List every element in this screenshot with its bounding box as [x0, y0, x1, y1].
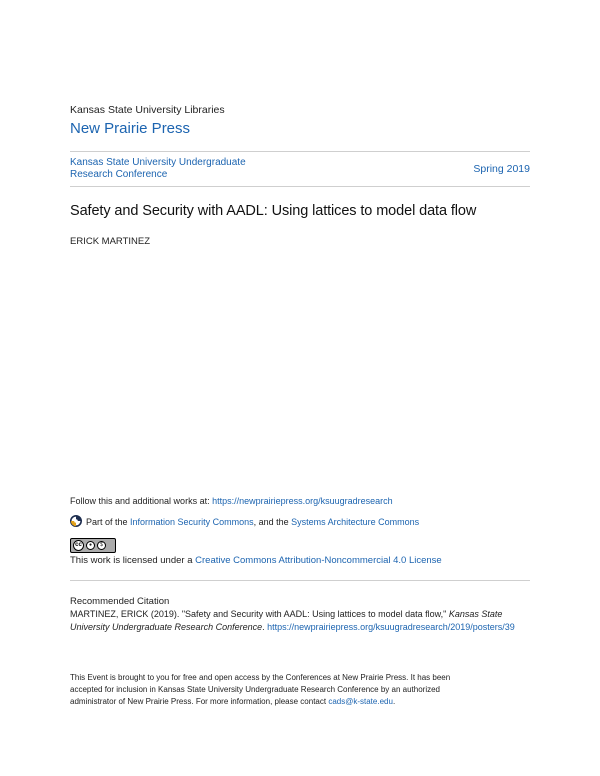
event-line-3: administrator of New Prairie Press. For more information, please contact — [70, 697, 329, 706]
divider — [70, 186, 530, 187]
library-name: Kansas State University Libraries — [70, 104, 225, 116]
paper-author: ERICK MARTINEZ — [70, 236, 151, 247]
event-note — [70, 672, 530, 708]
follow-url-link[interactable]: https://newprairiepress.org/ksuugradresearch — [212, 496, 393, 506]
citation-url-link[interactable]: https://newprairiepress.org/ksuugradresearch/2019/posters/39 — [267, 622, 515, 632]
part-of-prefix: Part of the — [86, 517, 131, 527]
part-of-line — [70, 515, 419, 529]
press-link[interactable]: New Prairie Press — [70, 120, 191, 137]
event-line-1: This Event is brought to you for free and open access by the Conferences at New Prairie Press. It has been — [70, 673, 451, 682]
contact-email-link[interactable]: cads@k-state.edu — [328, 697, 393, 706]
event-end: . — [392, 697, 396, 706]
citation-body: MARTINEZ, ERICK (2019). "Safety and Security with AADL: Using lattices to model data flow," — [70, 609, 449, 619]
citation-venue: Kansas State University Undergraduate Research Conference — [70, 609, 503, 632]
conference-line-1: Kansas State University Undergraduate — [70, 157, 246, 168]
citation-after: . — [262, 622, 268, 632]
information-security-commons-link[interactable]: Information Security Commons — [130, 517, 254, 527]
paper-title: Safety and Security with AADL: Using lattices to model data flow — [70, 203, 477, 219]
systems-architecture-commons-link[interactable]: Systems Architecture Commons — [291, 517, 420, 527]
divider — [70, 580, 530, 581]
license-prefix: This work is licensed under a — [70, 555, 196, 566]
attribution-icon: ● — [86, 541, 95, 550]
license-line — [70, 555, 442, 566]
title-page — [70, 0, 530, 776]
citation-heading: Recommended Citation — [70, 596, 170, 607]
cc-logo: cc — [73, 540, 84, 551]
noncommercial-icon: $ — [97, 541, 106, 550]
conference-link[interactable] — [70, 157, 310, 180]
follow-prefix: Follow this and additional works at: — [70, 496, 213, 506]
divider — [70, 151, 530, 152]
conference-line-2: Research Conference — [70, 168, 168, 180]
network-commons-icon — [70, 515, 82, 529]
event-line-2: accepted for inclusion in Kansas State University Undergraduate Research Conference by an authorized — [70, 685, 440, 694]
part-of-middle: , and the — [253, 517, 292, 527]
citation-text — [70, 608, 530, 634]
license-link[interactable]: Creative Commons Attribution-Noncommercial 4.0 License — [195, 555, 442, 566]
creative-commons-badge-icon[interactable] — [70, 533, 116, 553]
season-link[interactable]: Spring 2019 — [473, 163, 530, 175]
follow-line — [70, 496, 393, 506]
